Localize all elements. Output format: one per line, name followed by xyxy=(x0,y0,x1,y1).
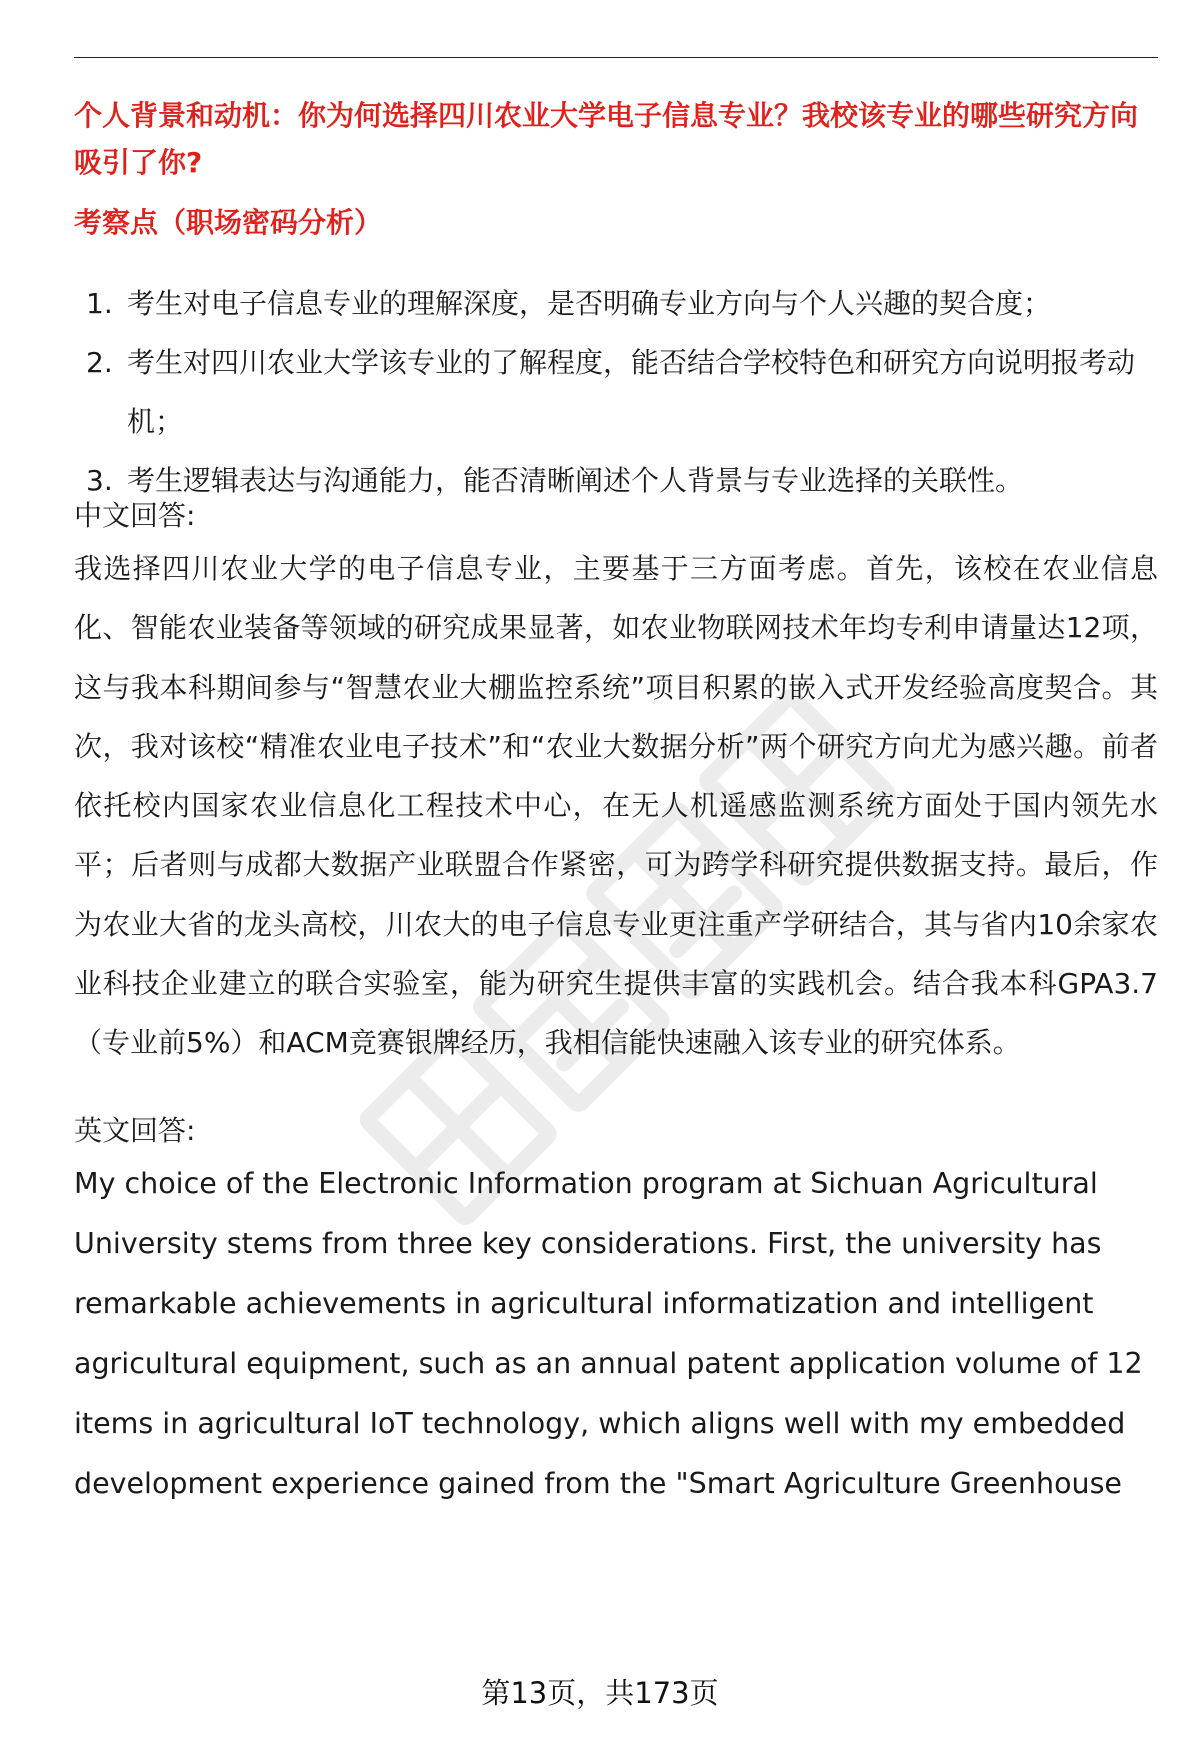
point-text: 考生对四川农业大学该专业的了解程度，能否结合学校特色和研究方向说明报考动机； xyxy=(127,346,1136,438)
point-text: 考生逻辑表达与沟通能力，能否清晰阐述个人背景与专业选择的关联性。 xyxy=(127,464,1024,497)
point-number: 3. xyxy=(86,464,113,497)
assessment-points xyxy=(74,274,1158,510)
english-answer-text: My choice of the Electronic Information program at Sichuan Agricultural University stems from three key considerations. First, the university has remarkable achievements in agricultural informatization and intelligent agricultural equipment, such as an annual patent application volume of 12 items in agricultural IoT technology, which aligns well with my embedded development experience gained from the "Smart Agriculture Greenhouse xyxy=(74,1167,1143,1500)
page-number: 第13页，共173页 xyxy=(481,1676,719,1710)
question-title: 个人背景和动机：你为何选择四川农业大学电子信息专业？我校该专业的哪些研究方向吸引了你? xyxy=(74,99,1139,179)
assessment-point xyxy=(74,333,1158,451)
point-text: 考生对电子信息专业的理解深度，是否明确专业方向与个人兴趣的契合度； xyxy=(127,287,1052,320)
chinese-answer-label: 中文回答: xyxy=(74,499,196,532)
point-number: 2. xyxy=(86,346,113,379)
assessment-point xyxy=(74,274,1158,333)
document-page xyxy=(74,0,1158,1755)
point-number: 1. xyxy=(86,287,113,320)
top-divider xyxy=(74,57,1158,58)
english-answer-label: 英文回答: xyxy=(74,1114,196,1147)
assessment-heading: 考察点（职场密码分析） xyxy=(74,206,383,239)
assessment-point xyxy=(74,451,1158,510)
chinese-answer-text: 我选择四川农业大学的电子信息专业，主要基于三方面考虑。首先，该校在农业信息化、智能农业装备等领域的研究成果显著，如农业物联网技术年均专利申请量达12项，这与我本科期间参与“智慧农业大棚监控系统”项目积累的嵌入式开发经验高度契合。其次，我对该校“精准农业电子技术”和“农业大数据分析”两个研究方向尤为感兴趣。前者依托校内国家农业信息化工程技术中心，在无人机遥感监测系统方面处于国内领先水平；后者则与成都大数据产业联盟合作紧密，可为跨学科研究提供数据支持。最后，作为农业大省的龙头高校，川农大的电子信息专业更注重产学研结合，其与省内10余家农业科技企业建立的联合实验室，能为研究生提供丰富的实践机会。结合我本科GPA3.7（专业前5%）和ACM竞赛银牌经历，我相信能快速融入该专业的研究体系。 xyxy=(74,552,1158,1060)
